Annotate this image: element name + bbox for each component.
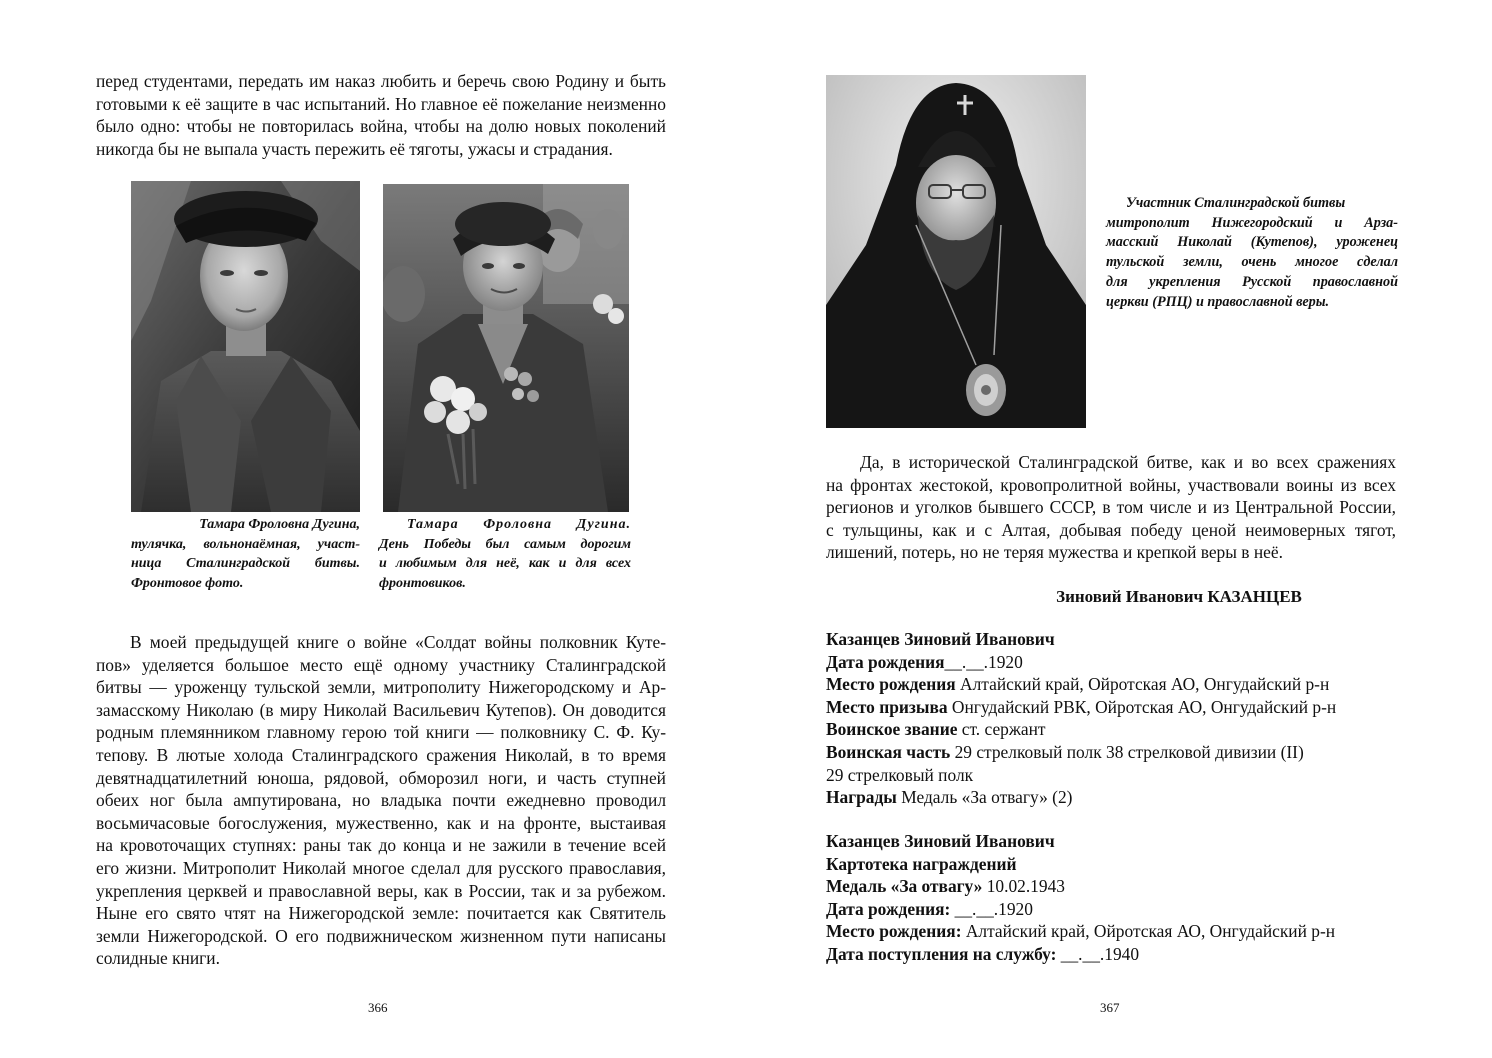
right-page — [746, 0, 1492, 1058]
photo1-caption — [131, 515, 360, 593]
caption-line: День Победы был самым дорогим — [379, 536, 631, 552]
text-line: солидные книги. — [96, 948, 220, 969]
field-value: Онгудайский РВК, Ойротская АО, Онгудайский р-н — [947, 696, 1337, 717]
record-name — [826, 628, 1336, 651]
text-line: замасскому Николаю (в миру Николай Васильевич Кутепов). Он доводится — [96, 699, 666, 720]
photo2-caption — [379, 515, 631, 593]
field-value: __.__.1940 — [1056, 943, 1140, 964]
text-line: Да, в исторической Сталинградской битве, как и во всех сражениях — [860, 452, 1396, 472]
field-label: Место рождения — [826, 674, 956, 695]
field-value: 29 стрелковый полк — [826, 764, 974, 785]
record-row — [826, 673, 1336, 696]
text-line: лишений, потерь, но не теряя мужества и крепкой веры в неё. — [826, 542, 1283, 563]
text-line: Ныне его свято чтят на Нижегородской земле: почитается как Святитель — [96, 903, 666, 924]
body-paragraph — [826, 451, 1396, 564]
page-number: 367 — [1100, 1000, 1120, 1015]
text-line: на кровоточащих ступнях: раны так до конца и не зажили в течение всей — [96, 835, 666, 856]
body-paragraph — [96, 631, 666, 970]
record-row — [826, 741, 1336, 764]
record-row — [826, 718, 1336, 741]
text-line: регионов и уголков бывшего СССР, в том числе и из Центральной России, — [826, 497, 1396, 518]
record-row — [826, 943, 1335, 966]
text-line: родным племянником главному герою той книги — полковнику С. Ф. Ку- — [96, 722, 666, 743]
record-row — [826, 764, 1336, 787]
caption-line: фронтовиков. — [379, 575, 466, 591]
text-line: перед студентами, передать им наказ любить и беречь свою Родину и быть — [96, 71, 666, 91]
text-line: обеих ног была ампутирована, но владыка почти ежедневно проводил — [96, 790, 666, 811]
field-label: Воинское звание — [826, 719, 958, 740]
record-block-2 — [826, 830, 1335, 966]
record-name-text: Казанцев Зиновий Иванович — [826, 831, 1055, 851]
text-line: тепову. В лютые холода Сталинградского сражения Николай, в то время — [96, 744, 666, 765]
heading-text: Зиновий Иванович КАЗАНЦЕВ — [1056, 587, 1302, 606]
caption-line: митрополит Нижегородский и Арза- — [1106, 214, 1398, 231]
text-line: девятнадцатилетний юноша, рядовой, обморозил ноги, и часть ступней — [96, 767, 666, 788]
field-label: Воинская часть — [826, 741, 951, 762]
field-label: Награды — [826, 787, 897, 808]
caption-line: и любимым для неё, как и для всех — [379, 556, 631, 572]
caption-line: ница Сталинградской битвы. — [131, 556, 360, 572]
record-row — [826, 786, 1336, 809]
photo-caption-metropolitan — [1106, 194, 1398, 312]
field-value: 10.02.1943 — [982, 876, 1065, 897]
record-subtitle — [826, 853, 1335, 876]
field-value: __.__.1920 — [950, 898, 1033, 919]
field-label: Дата рождения — [826, 651, 945, 672]
record-row — [826, 898, 1335, 921]
record-block-1 — [826, 628, 1336, 809]
section-heading — [746, 587, 1492, 607]
field-value: 29 стрелковый полк 38 стрелковой дивизии (II) — [950, 741, 1304, 762]
text-line: В моей предыдущей книге о войне «Солдат войны полковник Куте- — [130, 632, 666, 652]
record-row — [826, 696, 1336, 719]
record-subtitle-text: Картотека награждений — [826, 853, 1017, 874]
text-line: никогда бы не выпала участь пережить её тяготы, ужасы и страдания. — [96, 138, 613, 159]
record-row — [826, 651, 1336, 674]
text-line: его жизни. Митрополит Николай многое сделал для русского православия, — [96, 857, 666, 878]
field-value: ст. сержант — [957, 719, 1046, 740]
field-label: Место призыва — [826, 696, 948, 717]
photo-tamara-portrait — [131, 181, 360, 512]
record-row — [826, 875, 1335, 898]
photo-metropolitan-nikolai — [826, 75, 1086, 428]
caption-line: тулячка, вольнонаёмная, участ- — [131, 536, 360, 552]
photo-tamara-victory-day — [383, 184, 629, 512]
text-line: восьмичасовые богослужения, мужественно, как и на фронте, выстаивая — [96, 812, 666, 833]
text-line: готовыми к её защите в час испытаний. Но главное её пожелание неизменно — [96, 93, 666, 114]
caption-line: тульской земли, очень многое сделал — [1106, 254, 1398, 271]
text-line: на фронтах жестокой, кровопролитной войны, участвовали воины из всех — [826, 474, 1396, 495]
record-row — [826, 920, 1335, 943]
caption-line: Тамара Фроловна Дугина. — [407, 517, 631, 532]
caption-line: Тамара Фроловна Дугина, — [199, 517, 360, 532]
text-line: укрепления церквей и православной веры, как в России, так и за рубежом. — [96, 880, 666, 901]
field-value: __.__.1920 — [944, 651, 1023, 672]
field-label: Дата рождения: — [826, 898, 951, 919]
text-line: пов» уделяется большое место ещё одному участнику Сталинградской — [96, 654, 666, 675]
text-line: было одно: чтобы не повторилась война, чтобы на долю новых поколений — [96, 116, 666, 137]
caption-line: Фронтовое фото. — [131, 575, 244, 591]
text-line: земли Нижегородской. О его подвижническом жизненном пути написаны — [96, 925, 666, 946]
field-label: Медаль «За отвагу» — [826, 876, 983, 897]
page-number: 366 — [368, 1000, 388, 1015]
field-label: Место рождения: — [826, 921, 962, 942]
caption-line: Участник Сталинградской битвы — [1126, 195, 1346, 211]
caption-line: для укрепления Русской православной — [1106, 273, 1398, 290]
field-value: Медаль «За отвагу» (2) — [896, 787, 1073, 808]
text-line: с тульщины, как и с Алтая, добывая победу ценой неимоверных тягот, — [826, 519, 1396, 540]
caption-line: церкви (РПЦ) и православной веры. — [1106, 293, 1330, 310]
field-value: Алтайский край, Ойротская АО, Онгудайский р-н — [955, 674, 1330, 695]
intro-paragraph — [96, 70, 666, 160]
field-value: Алтайский край, Ойротская АО, Онгудайский р-н — [961, 921, 1336, 942]
text-line: битвы — уроженцу тульской земли, митрополиту Нижегородскому и Ар- — [96, 677, 666, 698]
record-name — [826, 830, 1335, 853]
field-label: Дата поступления на службу: — [826, 943, 1057, 964]
record-name-text: Казанцев Зиновий Иванович — [826, 629, 1055, 649]
caption-line: масский Николай (Кутепов), уроженец — [1106, 234, 1398, 251]
